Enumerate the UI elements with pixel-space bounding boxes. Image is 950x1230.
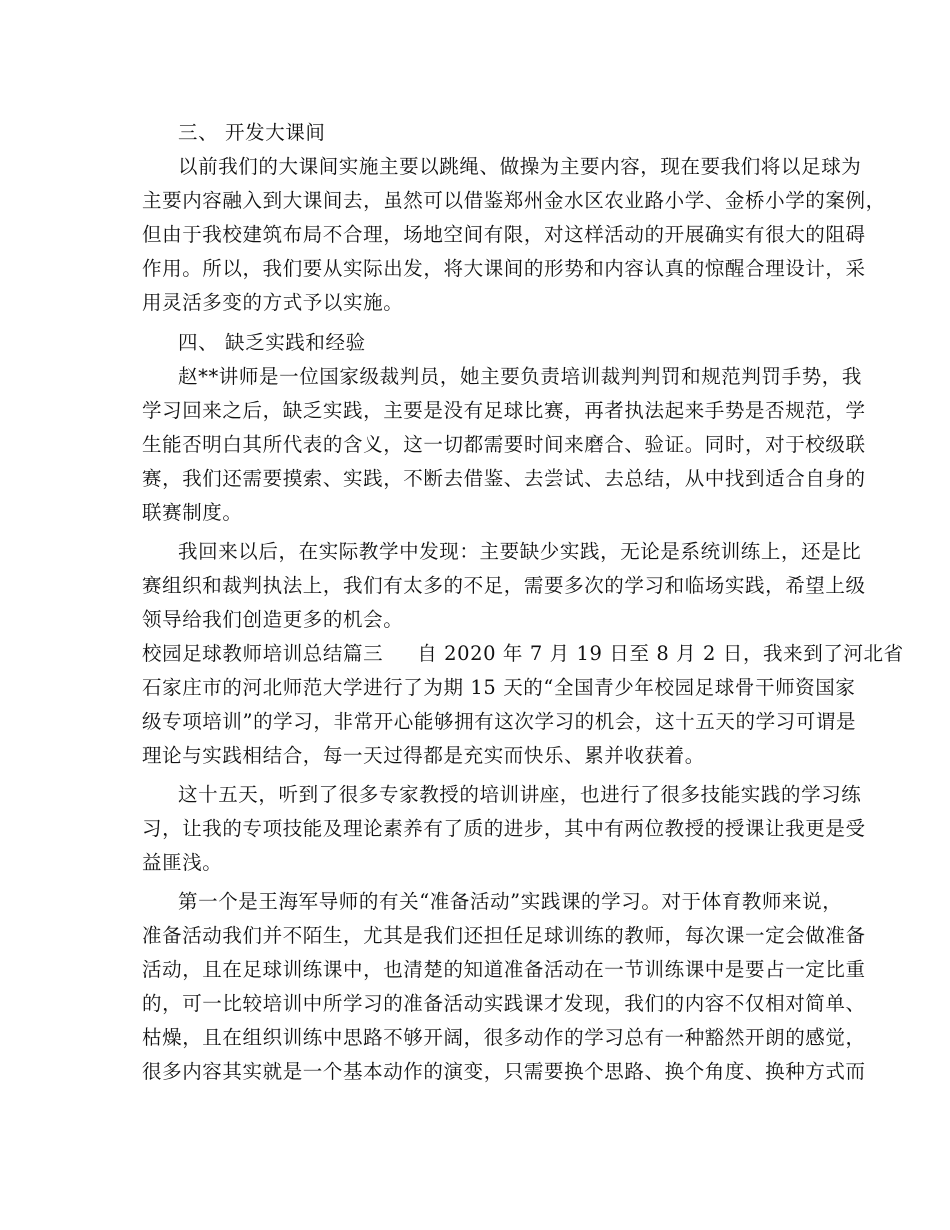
- paragraph-line: 枯燥，且在组织训练中思路不够开阔，很多动作的学习总有一种豁然开朗的感觉，: [142, 1026, 866, 1049]
- paragraph-line: 活动，且在足球训练课中，也清楚的知道准备活动在一节训练课中是要占一定比重: [142, 958, 866, 981]
- paragraph-line: 习，让我的专项技能及理论素养有了质的进步，其中有两位教授的授课让我更是受: [142, 817, 866, 840]
- paragraph-line: 赛，我们还需要摸索、实践，不断去借鉴、去尝试、去总结，从中找到适合自身的: [142, 467, 866, 490]
- paragraph-line: 我回来以后，在实际教学中发现：主要缺少实践，无论是系统训练上，还是比: [178, 540, 862, 563]
- paragraph-line: 学习回来之后，缺乏实践，主要是没有足球比赛，再者执法起来手势是否规范，学: [142, 399, 866, 422]
- paragraph-line: 主要内容融入到大课间去，虽然可以借鉴郑州金水区农业路小学、金桥小学的案例，: [142, 189, 886, 212]
- paragraph-line: 但由于我校建筑布局不合理，场地空间有限，对这样活动的开展确实有很大的阻碍: [142, 223, 866, 246]
- paragraph-line: 自 2020 年 7 月 19 日至 8 月 2 日，我来到了河北省: [417, 642, 904, 665]
- paragraph-line: 联赛制度。: [142, 501, 243, 524]
- section-heading-4: 四、 缺乏实践和经验: [178, 331, 366, 354]
- paragraph-line: 级专项培训”的学习，非常开心能够拥有这次学习的机会，这十五天的学习可谓是: [142, 710, 857, 733]
- paragraph-line: 理论与实践相结合，每一天过得都是充实而快乐、累并收获着。: [142, 744, 705, 767]
- article-title-line: [142, 642, 904, 666]
- paragraph-line: 生能否明白其所代表的含义，这一切都需要时间来磨合、验证。同时，对于校级联: [142, 433, 866, 456]
- paragraph-line: 这十五天，听到了很多专家教授的培训讲座，也进行了很多技能实践的学习练: [178, 783, 862, 806]
- paragraph-line: 的，可一比较培训中所学习的准备活动实践课才发现，我们的内容不仅相对简单、: [142, 992, 866, 1015]
- paragraph-line: 益匪浅。: [142, 851, 223, 874]
- paragraph-line: 领导给我们创造更多的机会。: [142, 608, 404, 631]
- section-heading-3: 三、 开发大课间: [178, 121, 326, 144]
- paragraph-line: 很多内容其实就是一个基本动作的演变，只需要换个思路、换个角度、换种方式而: [142, 1060, 866, 1083]
- article-title: 校园足球教师培训总结篇三: [142, 642, 384, 665]
- paragraph-line: 赛组织和裁判执法上，我们有太多的不足，需要多次的学习和临场实践，希望上级: [142, 574, 866, 597]
- paragraph-line: 以前我们的大课间实施主要以跳绳、做操为主要内容，现在要我们将以足球为: [178, 155, 862, 178]
- paragraph-line: 石家庄市的河北师范大学进行了为期 15 天的“全国青少年校园足球骨干师资国家: [142, 676, 856, 699]
- paragraph-line: 作用。所以，我们要从实际出发，将大课间的形势和内容认真的惊醒合理设计，采: [142, 257, 866, 280]
- paragraph-line: 准备活动我们并不陌生，尤其是我们还担任足球训练的教师，每次课一定会做准备: [142, 924, 866, 947]
- paragraph-line: 用灵活多变的方式予以实施。: [142, 291, 404, 314]
- paragraph-line: 第一个是王海军导师的有关“准备活动”实践课的学习。对于体育教师来说，: [178, 890, 843, 913]
- paragraph-line: 赵**讲师是一位国家级裁判员，她主要负责培训裁判判罚和规范判罚手势，我: [178, 365, 863, 388]
